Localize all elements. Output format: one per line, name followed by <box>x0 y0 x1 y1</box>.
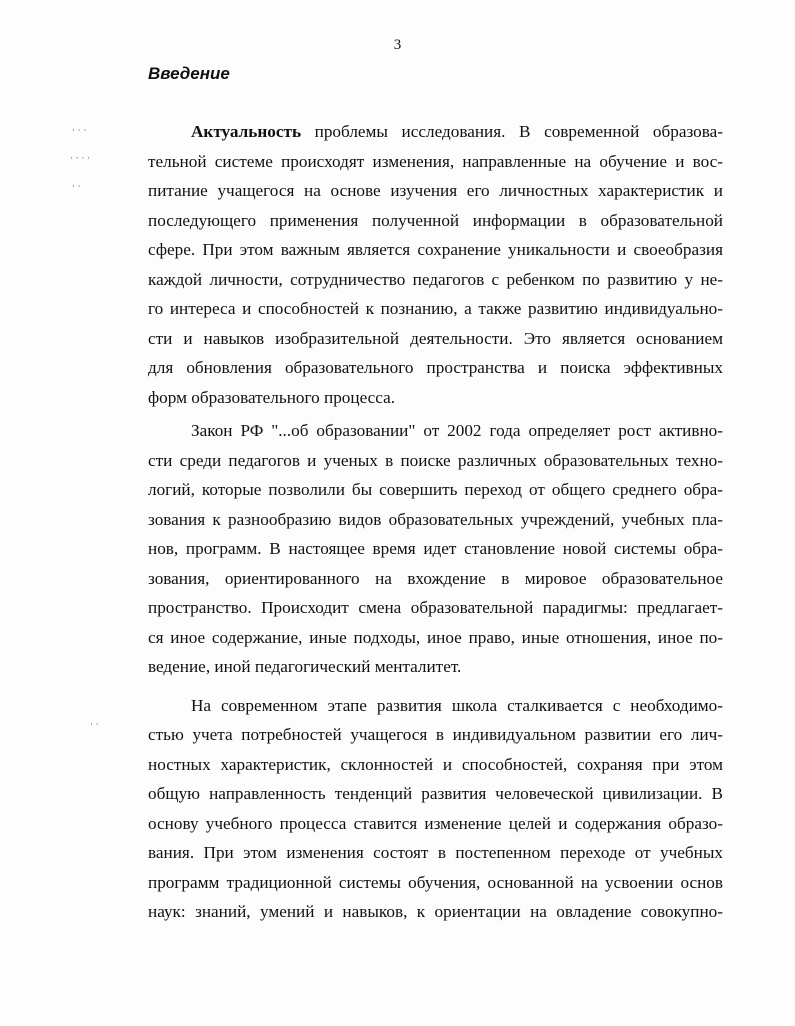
text-line: вания. При этом изменения состоят в постепенном переходе от учебных <box>148 843 723 862</box>
text-line: основу учебного процесса ставится изменение целей и содержания образо- <box>148 813 723 833</box>
text-line: го интереса и способностей к познанию, а также развитию индивидуально- <box>148 299 723 318</box>
text-line: зования к разнообразию видов образовательных учреждений, учебных пла- <box>148 509 723 529</box>
text-line: зования, ориентированного на вхождение в мировое образовательное <box>148 568 723 588</box>
text-line: логий, которые позволили бы совершить переход от общего среднего обра- <box>148 480 723 499</box>
text-line: форм образовательного процесса. <box>148 387 396 407</box>
text-line: стью учета потребностей учащегося в индивидуальном развитии его лич- <box>148 725 723 744</box>
section-heading: Введение <box>148 64 230 83</box>
text-line: тельной системе происходят изменения, направленные на обучение и вос- <box>148 151 723 171</box>
text-line: программ традиционной системы обучения, основанной на усвоении основ <box>148 872 723 892</box>
text-line: последующего применения полученной информации в образовательной <box>148 210 723 230</box>
text-line: для обновления образовательного пространства и поиска эффективных <box>148 358 723 377</box>
text-line: Закон РФ "...об образовании" от 2002 года определяет рост активно- <box>191 421 723 440</box>
text-line: пространство. Происходит смена образовательной парадигмы: предлагает- <box>148 598 723 617</box>
page-number: 3 <box>393 37 402 53</box>
scan-speck: · · <box>72 182 81 192</box>
document-body <box>148 117 723 927</box>
text-line: ся иное содержание, иные подходы, иное право, иные отношения, иное по- <box>148 627 723 647</box>
text-line: сфере. При этом важным является сохранение уникальности и своеобразия <box>148 240 723 259</box>
text-line: каждой личности, сотрудничество педагогов с ребенком по развитию у не- <box>148 269 723 289</box>
text-line: нов, программ. В настоящее время идет становление новой системы обра- <box>148 539 723 558</box>
text-line: сти и навыков изобразительной деятельности. Это является основанием <box>148 328 723 348</box>
scan-speck: · · · · <box>70 154 91 164</box>
text-line: ведение, иной педагогический менталитет. <box>148 657 462 676</box>
paragraph-2 <box>148 416 723 682</box>
text-line: общую направленность тенденций развития человеческой цивилизации. В <box>148 784 723 803</box>
paragraph-1 <box>148 117 723 412</box>
bold-lead-term: Актуальность <box>191 122 302 141</box>
paragraph-3 <box>148 691 723 927</box>
text-line: питание учащегося на основе изучения его личностных характеристик и <box>148 181 723 200</box>
scan-speck: · · <box>90 720 99 730</box>
text-line: ностных характеристик, склонностей и способностей, сохраняя при этом <box>148 754 723 774</box>
text-line: Актуальность проблемы исследования. В современной образова- <box>191 122 723 141</box>
text-line: наук: знаний, умений и навыков, к ориентации на овладение совокупно- <box>148 902 723 921</box>
text-line: На современном этапе развития школа сталкивается с необходимо- <box>191 695 723 715</box>
text-line: сти среди педагогов и ученых в поиске различных образовательных техно- <box>148 450 723 470</box>
scan-speck: · · · <box>72 126 87 136</box>
